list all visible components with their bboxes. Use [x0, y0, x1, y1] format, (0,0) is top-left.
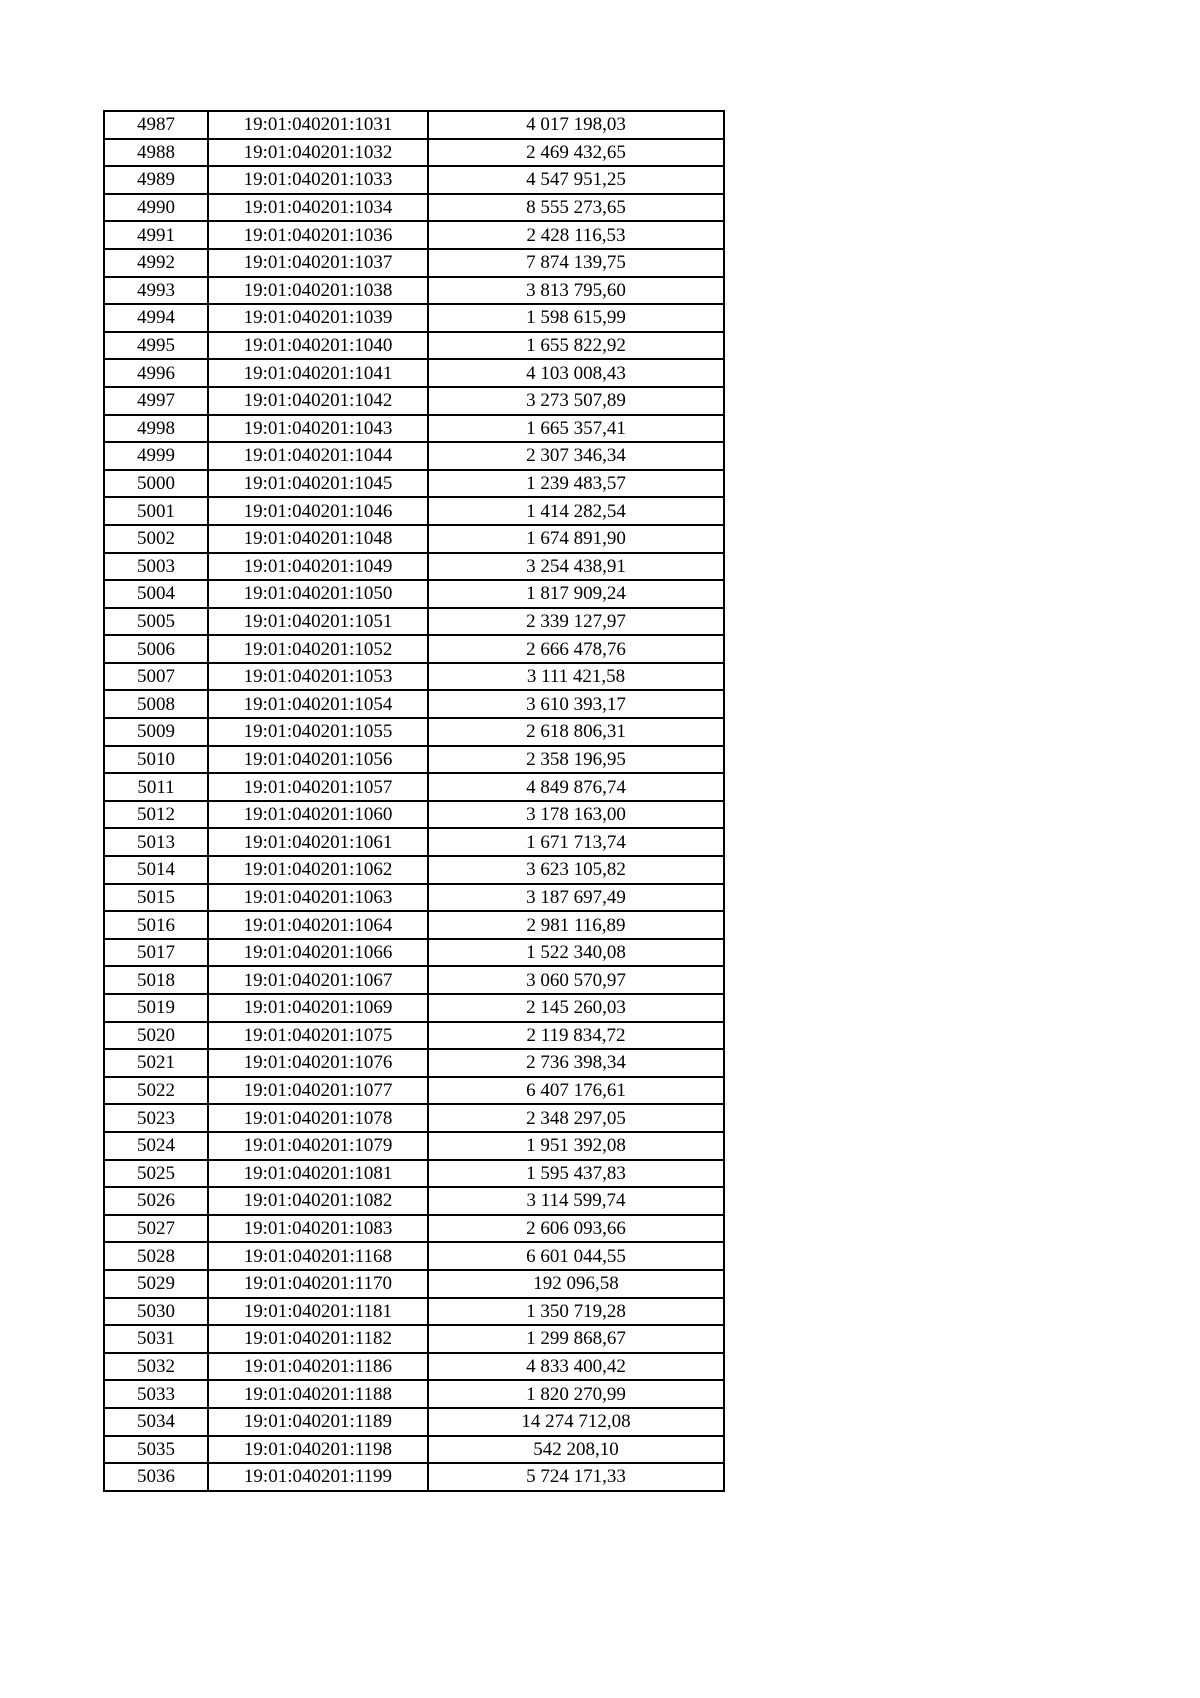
- cadastral-number-cell: 19:01:040201:1199: [208, 1463, 428, 1491]
- cadastral-number-cell: 19:01:040201:1083: [208, 1215, 428, 1243]
- cadastral-value-cell: 2 358 196,95: [428, 746, 724, 774]
- cadastral-value-cell: 7 874 139,75: [428, 249, 724, 277]
- cadastral-number-cell: 19:01:040201:1041: [208, 359, 428, 387]
- cadastral-value-cell: 2 428 116,53: [428, 221, 724, 249]
- table-row: [104, 221, 724, 249]
- table-row: [104, 994, 724, 1022]
- row-number-cell: 5035: [104, 1436, 208, 1464]
- cadastral-value-cell: 542 208,10: [428, 1436, 724, 1464]
- cadastral-number-cell: 19:01:040201:1181: [208, 1298, 428, 1326]
- table-row: [104, 828, 724, 856]
- row-number-cell: 5028: [104, 1242, 208, 1270]
- cadastral-value-cell: 1 414 282,54: [428, 497, 724, 525]
- cadastral-value-cell: 2 119 834,72: [428, 1022, 724, 1050]
- cadastral-value-cell: 6 601 044,55: [428, 1242, 724, 1270]
- cadastral-value-cell: 4 833 400,42: [428, 1353, 724, 1381]
- row-number-cell: 4989: [104, 166, 208, 194]
- cadastral-value-cell: 3 111 421,58: [428, 663, 724, 691]
- cadastral-number-cell: 19:01:040201:1168: [208, 1242, 428, 1270]
- cadastral-number-cell: 19:01:040201:1043: [208, 415, 428, 443]
- table-row: [104, 884, 724, 912]
- cadastral-number-cell: 19:01:040201:1049: [208, 553, 428, 581]
- cadastral-value-cell: 3 273 507,89: [428, 387, 724, 415]
- cadastral-number-cell: 19:01:040201:1039: [208, 304, 428, 332]
- cadastral-value-cell: 3 813 795,60: [428, 277, 724, 305]
- row-number-cell: 4996: [104, 359, 208, 387]
- table-row: [104, 332, 724, 360]
- cadastral-value-cell: 1 671 713,74: [428, 828, 724, 856]
- row-number-cell: 5004: [104, 580, 208, 608]
- cadastral-value-cell: 4 017 198,03: [428, 111, 724, 139]
- cadastral-value-cell: 1 299 868,67: [428, 1325, 724, 1353]
- cadastral-number-cell: 19:01:040201:1034: [208, 194, 428, 222]
- cadastral-value-cell: 1 350 719,28: [428, 1298, 724, 1326]
- row-number-cell: 5022: [104, 1077, 208, 1105]
- table-row: [104, 856, 724, 884]
- table-row: [104, 304, 724, 332]
- cadastral-value-cell: 2 618 806,31: [428, 718, 724, 746]
- row-number-cell: 5033: [104, 1380, 208, 1408]
- cadastral-number-cell: 19:01:040201:1048: [208, 525, 428, 553]
- table-row: [104, 1270, 724, 1298]
- table-row: [104, 249, 724, 277]
- cadastral-value-cell: 5 724 171,33: [428, 1463, 724, 1491]
- row-number-cell: 5011: [104, 773, 208, 801]
- row-number-cell: 4999: [104, 442, 208, 470]
- row-number-cell: 4991: [104, 221, 208, 249]
- cadastral-number-cell: 19:01:040201:1079: [208, 1132, 428, 1160]
- row-number-cell: 4987: [104, 111, 208, 139]
- table-row: [104, 1215, 724, 1243]
- cadastral-number-cell: 19:01:040201:1198: [208, 1436, 428, 1464]
- row-number-cell: 5036: [104, 1463, 208, 1491]
- cadastral-value-cell: 1 598 615,99: [428, 304, 724, 332]
- row-number-cell: 5017: [104, 939, 208, 967]
- cadastral-number-cell: 19:01:040201:1075: [208, 1022, 428, 1050]
- cadastral-number-cell: 19:01:040201:1036: [208, 221, 428, 249]
- cadastral-number-cell: 19:01:040201:1046: [208, 497, 428, 525]
- table-row: [104, 718, 724, 746]
- table-row: [104, 277, 724, 305]
- table-row: [104, 773, 724, 801]
- table-row: [104, 442, 724, 470]
- cadastral-number-cell: 19:01:040201:1055: [208, 718, 428, 746]
- row-number-cell: 5018: [104, 966, 208, 994]
- row-number-cell: 4997: [104, 387, 208, 415]
- table-row: [104, 553, 724, 581]
- cadastral-value-cell: 4 547 951,25: [428, 166, 724, 194]
- table-row: [104, 1408, 724, 1436]
- cadastral-value-cell: 2 666 478,76: [428, 635, 724, 663]
- cadastral-number-cell: 19:01:040201:1033: [208, 166, 428, 194]
- row-number-cell: 5015: [104, 884, 208, 912]
- row-number-cell: 5014: [104, 856, 208, 884]
- cadastral-value-cell: 2 981 116,89: [428, 911, 724, 939]
- table-row: [104, 801, 724, 829]
- table-row: [104, 1380, 724, 1408]
- row-number-cell: 5012: [104, 801, 208, 829]
- table-row: [104, 1298, 724, 1326]
- cadastral-number-cell: 19:01:040201:1051: [208, 608, 428, 636]
- table-row: [104, 111, 724, 139]
- row-number-cell: 4994: [104, 304, 208, 332]
- row-number-cell: 5002: [104, 525, 208, 553]
- cadastral-number-cell: 19:01:040201:1044: [208, 442, 428, 470]
- cadastral-number-cell: 19:01:040201:1060: [208, 801, 428, 829]
- table-row: [104, 525, 724, 553]
- row-number-cell: 5024: [104, 1132, 208, 1160]
- row-number-cell: 5003: [104, 553, 208, 581]
- cadastral-number-cell: 19:01:040201:1037: [208, 249, 428, 277]
- cadastral-number-cell: 19:01:040201:1062: [208, 856, 428, 884]
- table-row: [104, 1353, 724, 1381]
- table-row: [104, 635, 724, 663]
- cadastral-number-cell: 19:01:040201:1052: [208, 635, 428, 663]
- cadastral-number-cell: 19:01:040201:1082: [208, 1187, 428, 1215]
- cadastral-value-cell: 3 610 393,17: [428, 690, 724, 718]
- cadastral-value-table: [103, 110, 725, 1492]
- table-row: [104, 194, 724, 222]
- cadastral-value-cell: 1 674 891,90: [428, 525, 724, 553]
- cadastral-number-cell: 19:01:040201:1038: [208, 277, 428, 305]
- cadastral-number-cell: 19:01:040201:1032: [208, 139, 428, 167]
- cadastral-value-cell: 2 736 398,34: [428, 1049, 724, 1077]
- cadastral-value-cell: 6 407 176,61: [428, 1077, 724, 1105]
- table-row: [104, 470, 724, 498]
- row-number-cell: 5000: [104, 470, 208, 498]
- cadastral-number-cell: 19:01:040201:1064: [208, 911, 428, 939]
- cadastral-value-cell: 2 339 127,97: [428, 608, 724, 636]
- row-number-cell: 5026: [104, 1187, 208, 1215]
- table-row: [104, 966, 724, 994]
- cadastral-value-cell: 3 187 697,49: [428, 884, 724, 912]
- row-number-cell: 4990: [104, 194, 208, 222]
- table-row: [104, 663, 724, 691]
- table-row: [104, 497, 724, 525]
- cadastral-value-cell: 3 254 438,91: [428, 553, 724, 581]
- cadastral-number-cell: 19:01:040201:1066: [208, 939, 428, 967]
- row-number-cell: 4993: [104, 277, 208, 305]
- cadastral-number-cell: 19:01:040201:1053: [208, 663, 428, 691]
- cadastral-number-cell: 19:01:040201:1031: [208, 111, 428, 139]
- table-row: [104, 359, 724, 387]
- cadastral-number-cell: 19:01:040201:1067: [208, 966, 428, 994]
- row-number-cell: 5021: [104, 1049, 208, 1077]
- cadastral-number-cell: 19:01:040201:1076: [208, 1049, 428, 1077]
- row-number-cell: 5013: [104, 828, 208, 856]
- cadastral-number-cell: 19:01:040201:1040: [208, 332, 428, 360]
- cadastral-number-cell: 19:01:040201:1182: [208, 1325, 428, 1353]
- cadastral-number-cell: 19:01:040201:1081: [208, 1160, 428, 1188]
- cadastral-value-cell: 1 817 909,24: [428, 580, 724, 608]
- table-row: [104, 1187, 724, 1215]
- cadastral-value-cell: 3 623 105,82: [428, 856, 724, 884]
- cadastral-number-cell: 19:01:040201:1056: [208, 746, 428, 774]
- row-number-cell: 4998: [104, 415, 208, 443]
- cadastral-number-cell: 19:01:040201:1057: [208, 773, 428, 801]
- table-row: [104, 1104, 724, 1132]
- cadastral-value-cell: 2 606 093,66: [428, 1215, 724, 1243]
- table-row: [104, 139, 724, 167]
- table-row: [104, 608, 724, 636]
- cadastral-number-cell: 19:01:040201:1170: [208, 1270, 428, 1298]
- cadastral-number-cell: 19:01:040201:1054: [208, 690, 428, 718]
- table-row: [104, 911, 724, 939]
- row-number-cell: 5019: [104, 994, 208, 1022]
- row-number-cell: 5005: [104, 608, 208, 636]
- row-number-cell: 5032: [104, 1353, 208, 1381]
- table-row: [104, 580, 724, 608]
- row-number-cell: 5027: [104, 1215, 208, 1243]
- cadastral-number-cell: 19:01:040201:1042: [208, 387, 428, 415]
- cadastral-number-cell: 19:01:040201:1063: [208, 884, 428, 912]
- table-row: [104, 1463, 724, 1491]
- cadastral-number-cell: 19:01:040201:1061: [208, 828, 428, 856]
- row-number-cell: 5031: [104, 1325, 208, 1353]
- table-row: [104, 1160, 724, 1188]
- cadastral-value-cell: 14 274 712,08: [428, 1408, 724, 1436]
- table-row: [104, 1077, 724, 1105]
- row-number-cell: 5016: [104, 911, 208, 939]
- row-number-cell: 5010: [104, 746, 208, 774]
- cadastral-value-cell: 3 178 163,00: [428, 801, 724, 829]
- cadastral-number-cell: 19:01:040201:1050: [208, 580, 428, 608]
- cadastral-number-cell: 19:01:040201:1078: [208, 1104, 428, 1132]
- cadastral-value-cell: 1 522 340,08: [428, 939, 724, 967]
- cadastral-value-cell: 1 665 357,41: [428, 415, 724, 443]
- row-number-cell: 5030: [104, 1298, 208, 1326]
- cadastral-number-cell: 19:01:040201:1186: [208, 1353, 428, 1381]
- table-row: [104, 746, 724, 774]
- table-row: [104, 415, 724, 443]
- cadastral-number-cell: 19:01:040201:1045: [208, 470, 428, 498]
- row-number-cell: 4992: [104, 249, 208, 277]
- cadastral-value-cell: 1 820 270,99: [428, 1380, 724, 1408]
- cadastral-value-cell: 4 103 008,43: [428, 359, 724, 387]
- cadastral-value-cell: 8 555 273,65: [428, 194, 724, 222]
- cadastral-value-cell: 2 307 346,34: [428, 442, 724, 470]
- cadastral-number-cell: 19:01:040201:1077: [208, 1077, 428, 1105]
- cadastral-number-cell: 19:01:040201:1189: [208, 1408, 428, 1436]
- row-number-cell: 4988: [104, 139, 208, 167]
- table-row: [104, 690, 724, 718]
- cadastral-value-cell: 3 114 599,74: [428, 1187, 724, 1215]
- cadastral-value-cell: 1 951 392,08: [428, 1132, 724, 1160]
- cadastral-value-cell: 1 595 437,83: [428, 1160, 724, 1188]
- table-body: [104, 111, 724, 1491]
- cadastral-value-cell: 2 469 432,65: [428, 139, 724, 167]
- cadastral-value-cell: 1 239 483,57: [428, 470, 724, 498]
- cadastral-value-cell: 3 060 570,97: [428, 966, 724, 994]
- cadastral-value-cell: 4 849 876,74: [428, 773, 724, 801]
- table-row: [104, 387, 724, 415]
- cadastral-number-cell: 19:01:040201:1188: [208, 1380, 428, 1408]
- table-row: [104, 939, 724, 967]
- row-number-cell: 5023: [104, 1104, 208, 1132]
- row-number-cell: 5025: [104, 1160, 208, 1188]
- table-row: [104, 1242, 724, 1270]
- row-number-cell: 5001: [104, 497, 208, 525]
- cadastral-value-cell: 192 096,58: [428, 1270, 724, 1298]
- cadastral-number-cell: 19:01:040201:1069: [208, 994, 428, 1022]
- table-row: [104, 166, 724, 194]
- row-number-cell: 5006: [104, 635, 208, 663]
- table-row: [104, 1325, 724, 1353]
- table-row: [104, 1022, 724, 1050]
- table-row: [104, 1436, 724, 1464]
- table-row: [104, 1049, 724, 1077]
- row-number-cell: 5008: [104, 690, 208, 718]
- cadastral-value-cell: 2 145 260,03: [428, 994, 724, 1022]
- table-row: [104, 1132, 724, 1160]
- row-number-cell: 5029: [104, 1270, 208, 1298]
- row-number-cell: 5007: [104, 663, 208, 691]
- cadastral-value-cell: 2 348 297,05: [428, 1104, 724, 1132]
- cadastral-value-cell: 1 655 822,92: [428, 332, 724, 360]
- row-number-cell: 5020: [104, 1022, 208, 1050]
- row-number-cell: 4995: [104, 332, 208, 360]
- row-number-cell: 5034: [104, 1408, 208, 1436]
- row-number-cell: 5009: [104, 718, 208, 746]
